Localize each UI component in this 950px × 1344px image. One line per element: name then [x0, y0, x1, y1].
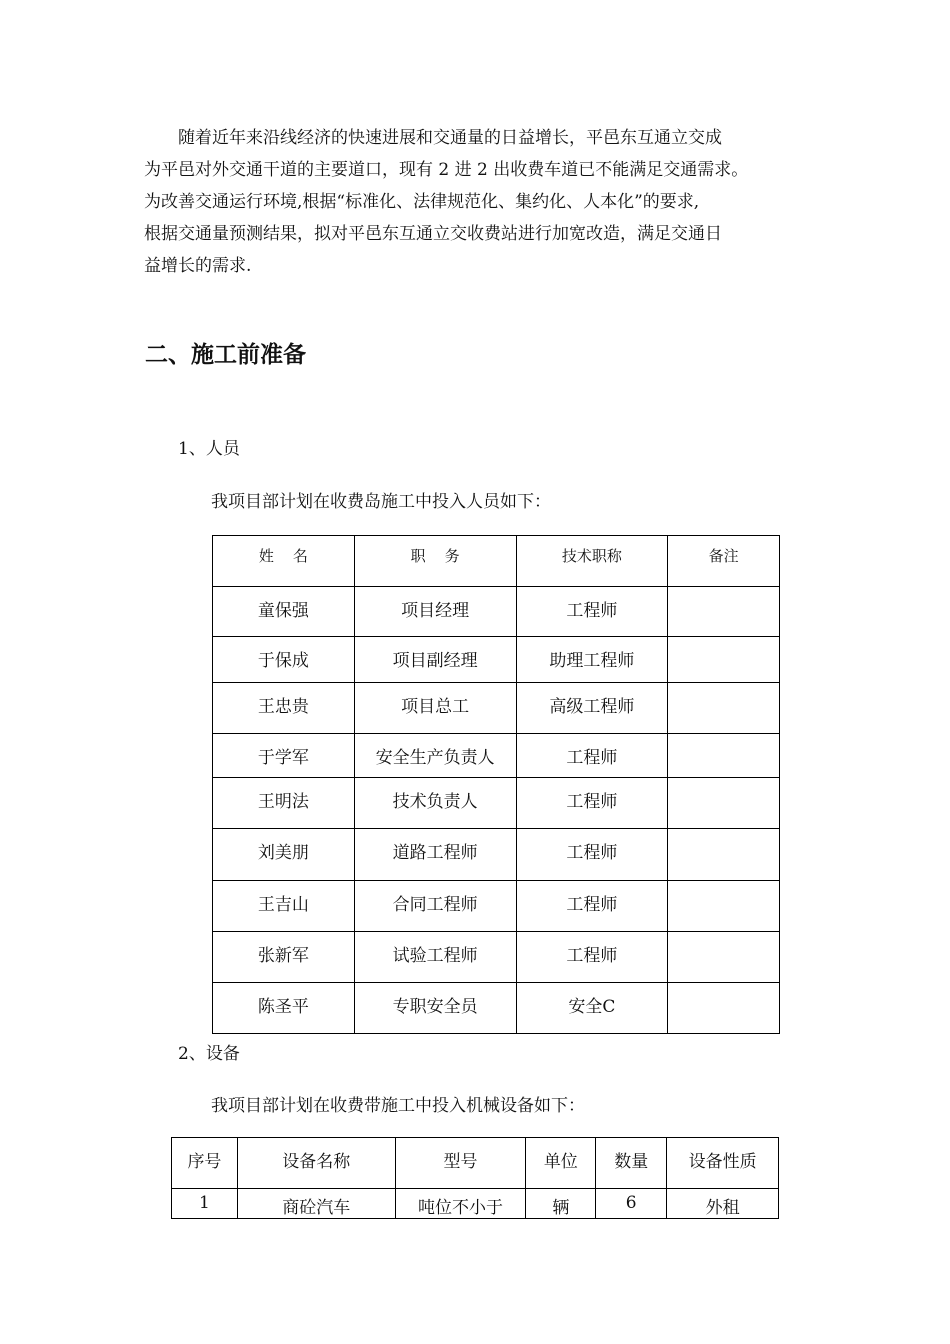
table-row [213, 778, 780, 829]
title-cell: 安全C [516, 983, 668, 1034]
remark-cell [668, 637, 780, 683]
intro-line: 根据交通量预测结果，拟对平邑东互通立交收费站进行加宽改造，满足交通日 [144, 224, 722, 244]
personnel-table [212, 535, 780, 1034]
title-cell: 工程师 [516, 829, 668, 881]
remark-cell [668, 829, 780, 881]
unit-cell: 辆 [526, 1189, 596, 1219]
remark-cell [668, 587, 780, 637]
header-cell: 单位 [526, 1138, 596, 1189]
table-header-row [213, 536, 780, 587]
position-cell: 合同工程师 [354, 881, 516, 932]
table-row [213, 932, 780, 983]
remark-cell [668, 683, 780, 734]
intro-line: 益增长的需求. [144, 256, 252, 276]
name-cell: 张新军 [213, 932, 355, 983]
header-cell: 设备名称 [237, 1138, 395, 1189]
header-cell: 技术职称 [516, 536, 668, 587]
name-cell: 刘美朋 [213, 829, 355, 881]
table-row [213, 829, 780, 881]
quantity-cell: 6 [596, 1189, 667, 1219]
intro-paragraph [144, 122, 824, 282]
personnel-heading: 1、人员 [178, 439, 240, 459]
position-cell: 道路工程师 [354, 829, 516, 881]
model-cell: 吨位不小于 [395, 1189, 526, 1219]
nature-cell: 外租 [667, 1189, 779, 1219]
table-header-row [172, 1138, 779, 1189]
index-cell: 1 [172, 1189, 238, 1219]
position-cell: 安全生产负责人 [354, 734, 516, 778]
title-cell: 高级工程师 [516, 683, 668, 734]
header-cell: 姓 名 [213, 536, 355, 587]
remark-cell [668, 983, 780, 1034]
title-cell: 工程师 [516, 587, 668, 637]
name-cell: 王吉山 [213, 881, 355, 932]
header-cell: 职 务 [354, 536, 516, 587]
title-cell: 工程师 [516, 778, 668, 829]
equipment-name-cell: 商砼汽车 [237, 1189, 395, 1219]
table-row [213, 587, 780, 637]
title-cell: 工程师 [516, 734, 668, 778]
equipment-heading: 2、设备 [178, 1044, 240, 1064]
name-cell: 王忠贵 [213, 683, 355, 734]
table-row [213, 983, 780, 1034]
name-cell: 陈圣平 [213, 983, 355, 1034]
equipment-intro: 我项目部计划在收费带施工中投入机械设备如下： [211, 1096, 585, 1116]
header-cell: 型号 [395, 1138, 526, 1189]
remark-cell [668, 881, 780, 932]
table-row [213, 683, 780, 734]
remark-cell [668, 778, 780, 829]
name-cell: 于保成 [213, 637, 355, 683]
position-cell: 项目经理 [354, 587, 516, 637]
table-row [213, 637, 780, 683]
name-cell: 王明法 [213, 778, 355, 829]
position-cell: 项目副经理 [354, 637, 516, 683]
header-cell: 数量 [596, 1138, 667, 1189]
intro-line: 随着近年来沿线经济的快速进展和交通量的日益增长，平邑东互通立交成 [178, 128, 722, 148]
section-heading: 二、施工前准备 [145, 342, 306, 368]
position-cell: 项目总工 [354, 683, 516, 734]
remark-cell [668, 932, 780, 983]
name-cell: 童保强 [213, 587, 355, 637]
personnel-intro: 我项目部计划在收费岛施工中投入人员如下： [211, 492, 551, 512]
table-row [213, 734, 780, 778]
title-cell: 助理工程师 [516, 637, 668, 683]
name-cell: 于学军 [213, 734, 355, 778]
title-cell: 工程师 [516, 881, 668, 932]
table-row [213, 881, 780, 932]
equipment-table [171, 1137, 779, 1219]
position-cell: 试验工程师 [354, 932, 516, 983]
position-cell: 技术负责人 [354, 778, 516, 829]
header-cell: 设备性质 [667, 1138, 779, 1189]
remark-cell [668, 734, 780, 778]
title-cell: 工程师 [516, 932, 668, 983]
header-cell: 序号 [172, 1138, 238, 1189]
intro-line: 为改善交通运行环境,根据“标准化、法律规范化、集约化、人本化”的要求, [144, 192, 700, 212]
header-cell: 备注 [668, 536, 780, 587]
intro-line: 为平邑对外交通干道的主要道口，现有 2 进 2 出收费车道已不能满足交通需求。 [144, 160, 749, 180]
position-cell: 专职安全员 [354, 983, 516, 1034]
table-row [172, 1189, 779, 1219]
